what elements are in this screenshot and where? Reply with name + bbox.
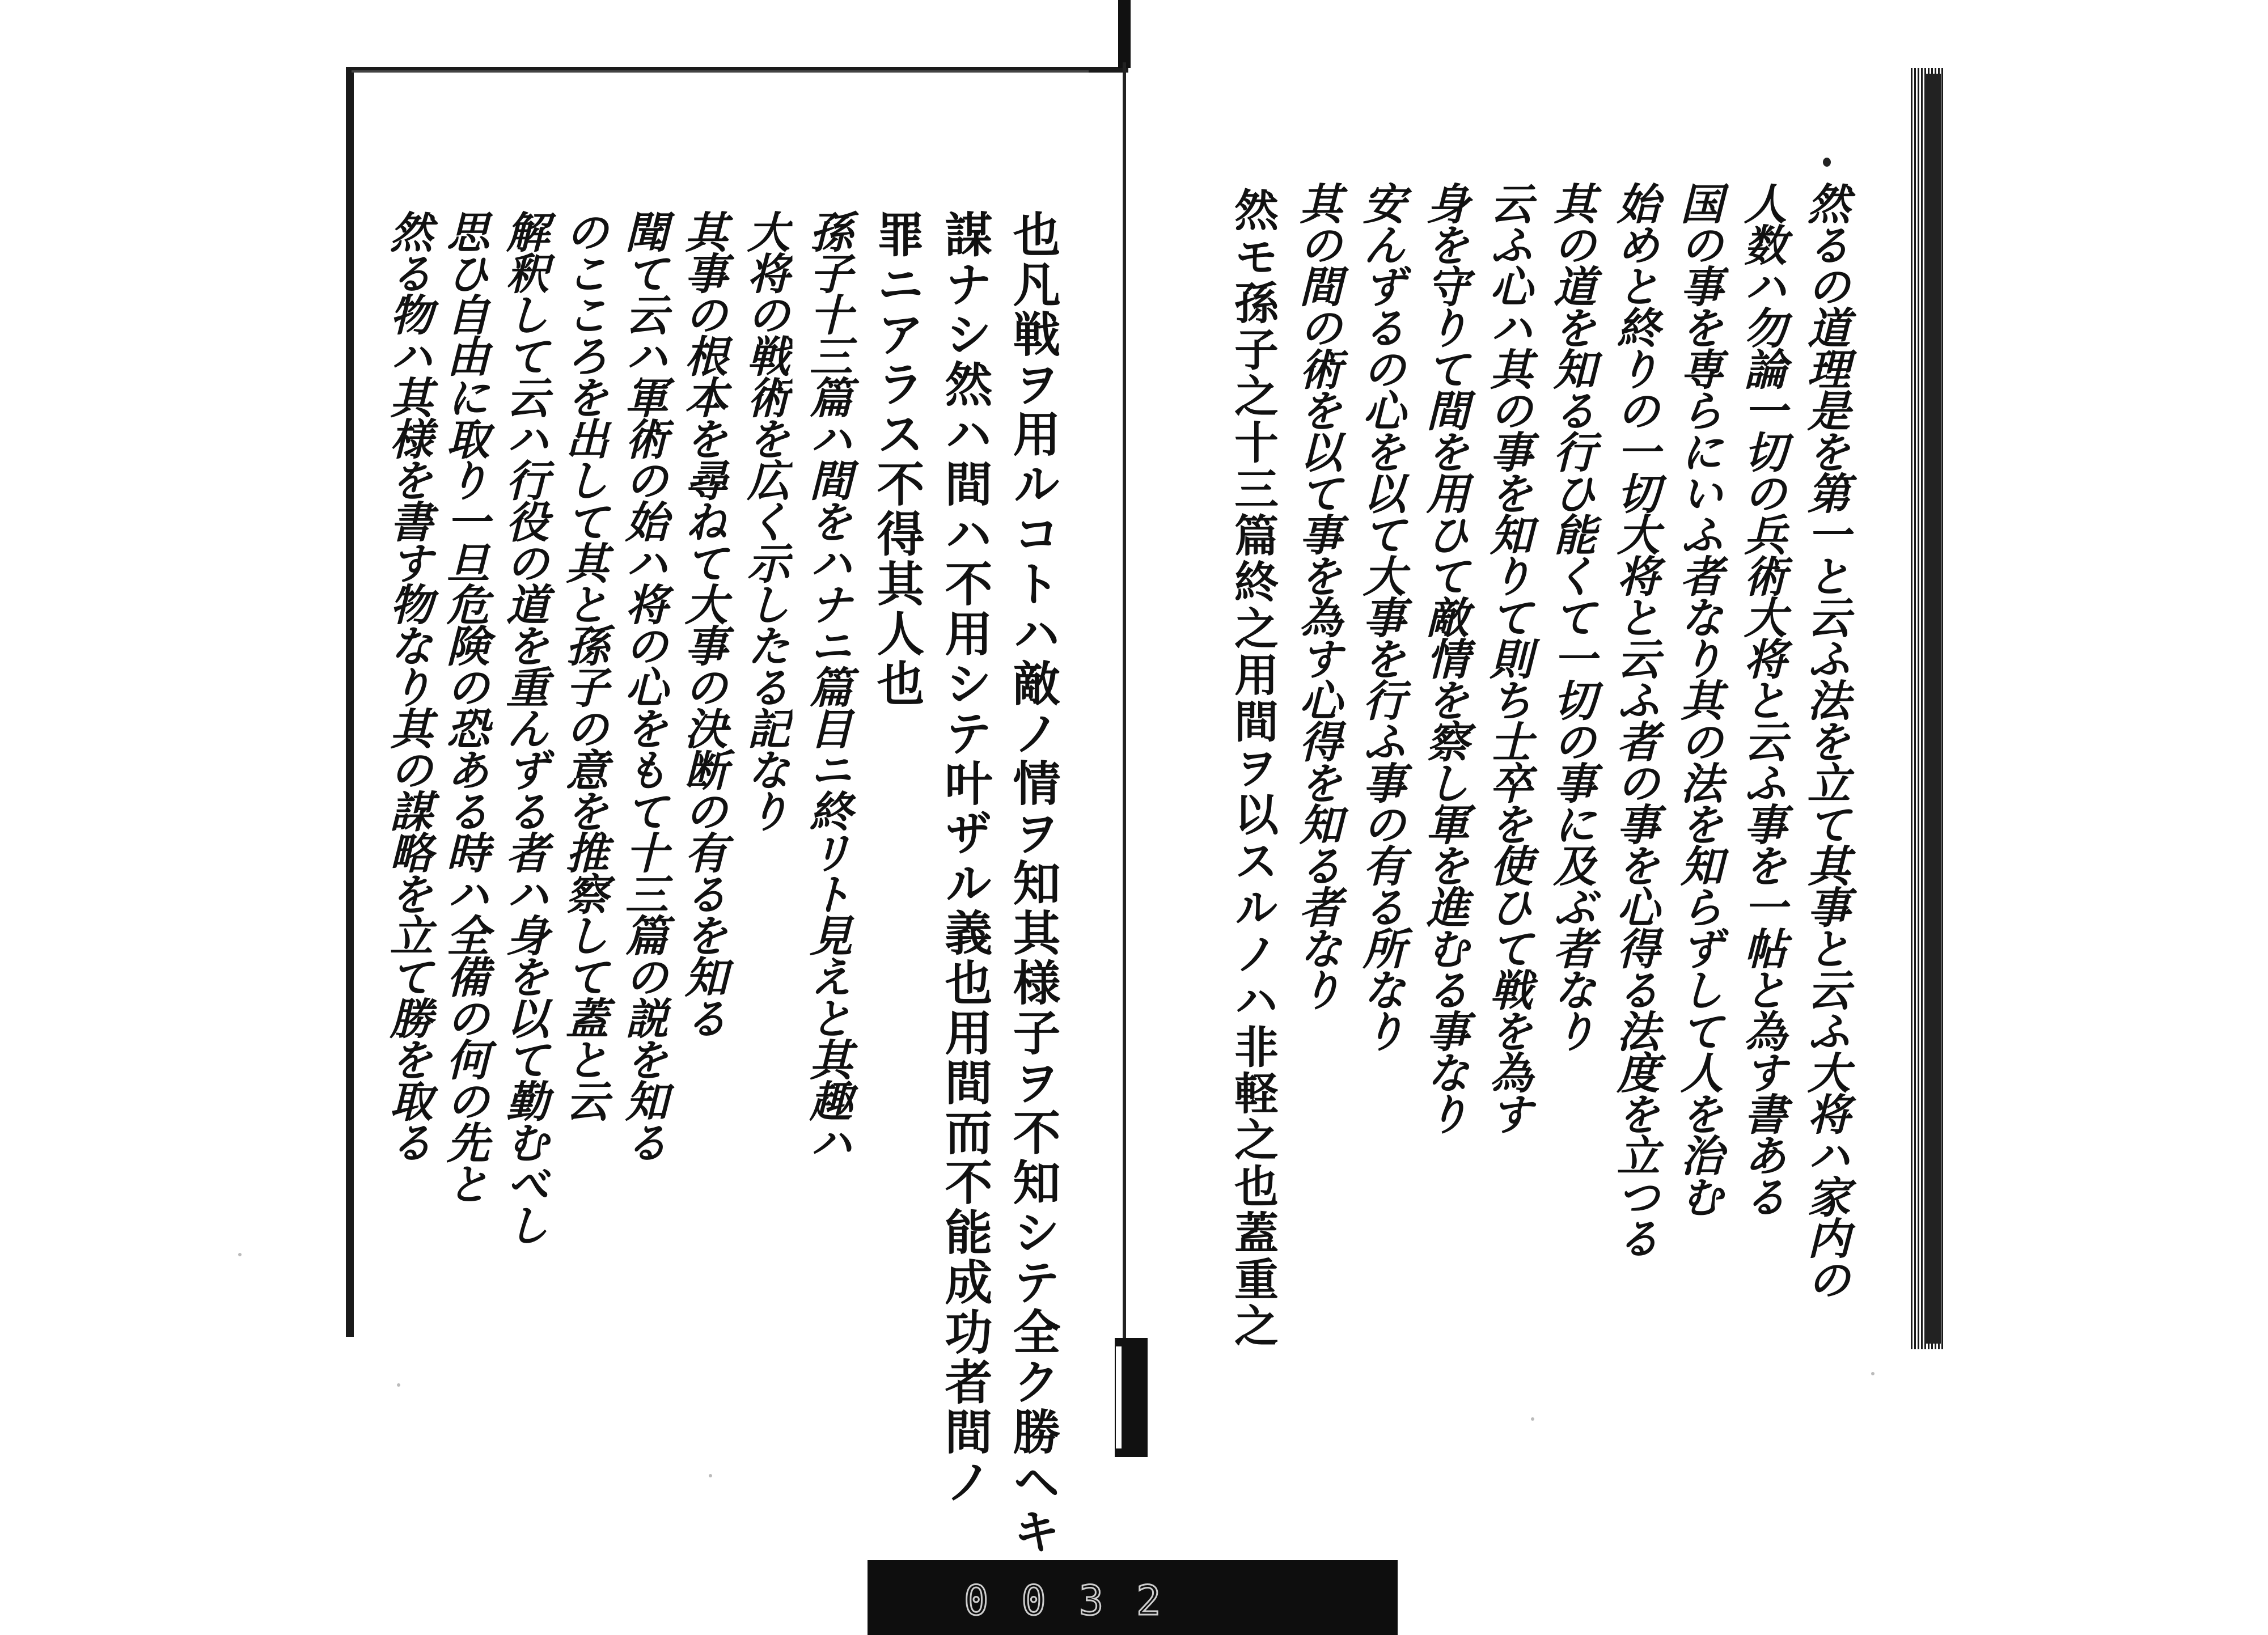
right-column-3: 国の事を専らにいふ者なり其の法を知らずして人を治む [1674, 181, 1721, 1216]
left-column-9: 解釈して云ハ行役の道を重んずる者ハ身を以て勤むべし [500, 210, 547, 1244]
left-column-4: 孫子十三篇ハ間をハナニ篇目ニ終リト見えと其趣ハ [803, 210, 850, 1162]
right-column-8: 安んずるの心を以て大事を行ふ事の有る所なり [1356, 181, 1404, 1051]
right-column-2: 人数ハ勿論一切の兵術大将と云ふ事を一帖と為す書ある [1737, 181, 1785, 1216]
left-column-1: 也凡戦ヲ用ルコトハ敵ノ情ヲ知其様子ヲ不知シテ全ク勝ヘキ [1005, 210, 1061, 1557]
right-column-4: 始めと終りの一切大将と云ふ者の事を心得る法度を立つる [1610, 181, 1658, 1257]
left-column-10: 思ひ自由に取り一旦危険の恐ある時ハ全備の何の先と [440, 210, 488, 1203]
left-column-8: のこころを出して其と孫子の意を推察して蓋と云 [559, 210, 607, 1120]
scan-speck [1871, 1372, 1875, 1375]
left-column-2: 謀ナシ然ハ間ハ不用シテ叶ザル義也用間而不能成功者間ノ [937, 210, 993, 1507]
right-column-7: 身を守りて間を用ひて敵情を察し軍を進むる事なり [1420, 181, 1467, 1133]
left-column-7: 聞て云ハ軍術の始ハ将の心をもて十三篇の説を知る [619, 210, 666, 1162]
binding-tab-highlight [1116, 1346, 1122, 1448]
page-fore-edge-shadow [1925, 74, 1941, 1344]
left-column-11: 然る物ハ其様を書す物なり其の謀略を立て勝を取る [383, 210, 431, 1162]
scan-label-number: 0032 [964, 1577, 1194, 1624]
binding-top [1118, 0, 1131, 68]
right-column-10: 然モ孫子之十三篇終之用間ヲ以スルノハ非軽之也蓋重之 [1227, 187, 1279, 1349]
ink-dot [1823, 158, 1831, 167]
scan-speck [397, 1383, 400, 1387]
right-column-1: 然るの道理是を第一と云ふ法を立て其事と云ふ大将ハ家内の [1801, 181, 1848, 1299]
right-column-9: 其の間の術を以て事を為す心得を知る者なり [1293, 181, 1340, 1009]
scan-speck [238, 1253, 242, 1256]
left-column-5: 大将の戦術を広く示したる記なり [741, 210, 788, 831]
right-column-5: 其の道を知る行ひ能くて一切の事に及ぶ者なり [1547, 181, 1594, 1051]
scan-speck [1531, 1417, 1534, 1421]
left-column-6: 其事の根本を尋ねて大事の決断の有るを知る [678, 210, 726, 1037]
left-column-3: 罪ニアラス不得其人也 [869, 210, 925, 709]
scan-speck [709, 1474, 712, 1477]
binding-gutter [1123, 62, 1126, 1344]
right-column-6: 云ふ心ハ其の事を知りて則ち士卒を使ひて戦を為す [1483, 181, 1531, 1133]
